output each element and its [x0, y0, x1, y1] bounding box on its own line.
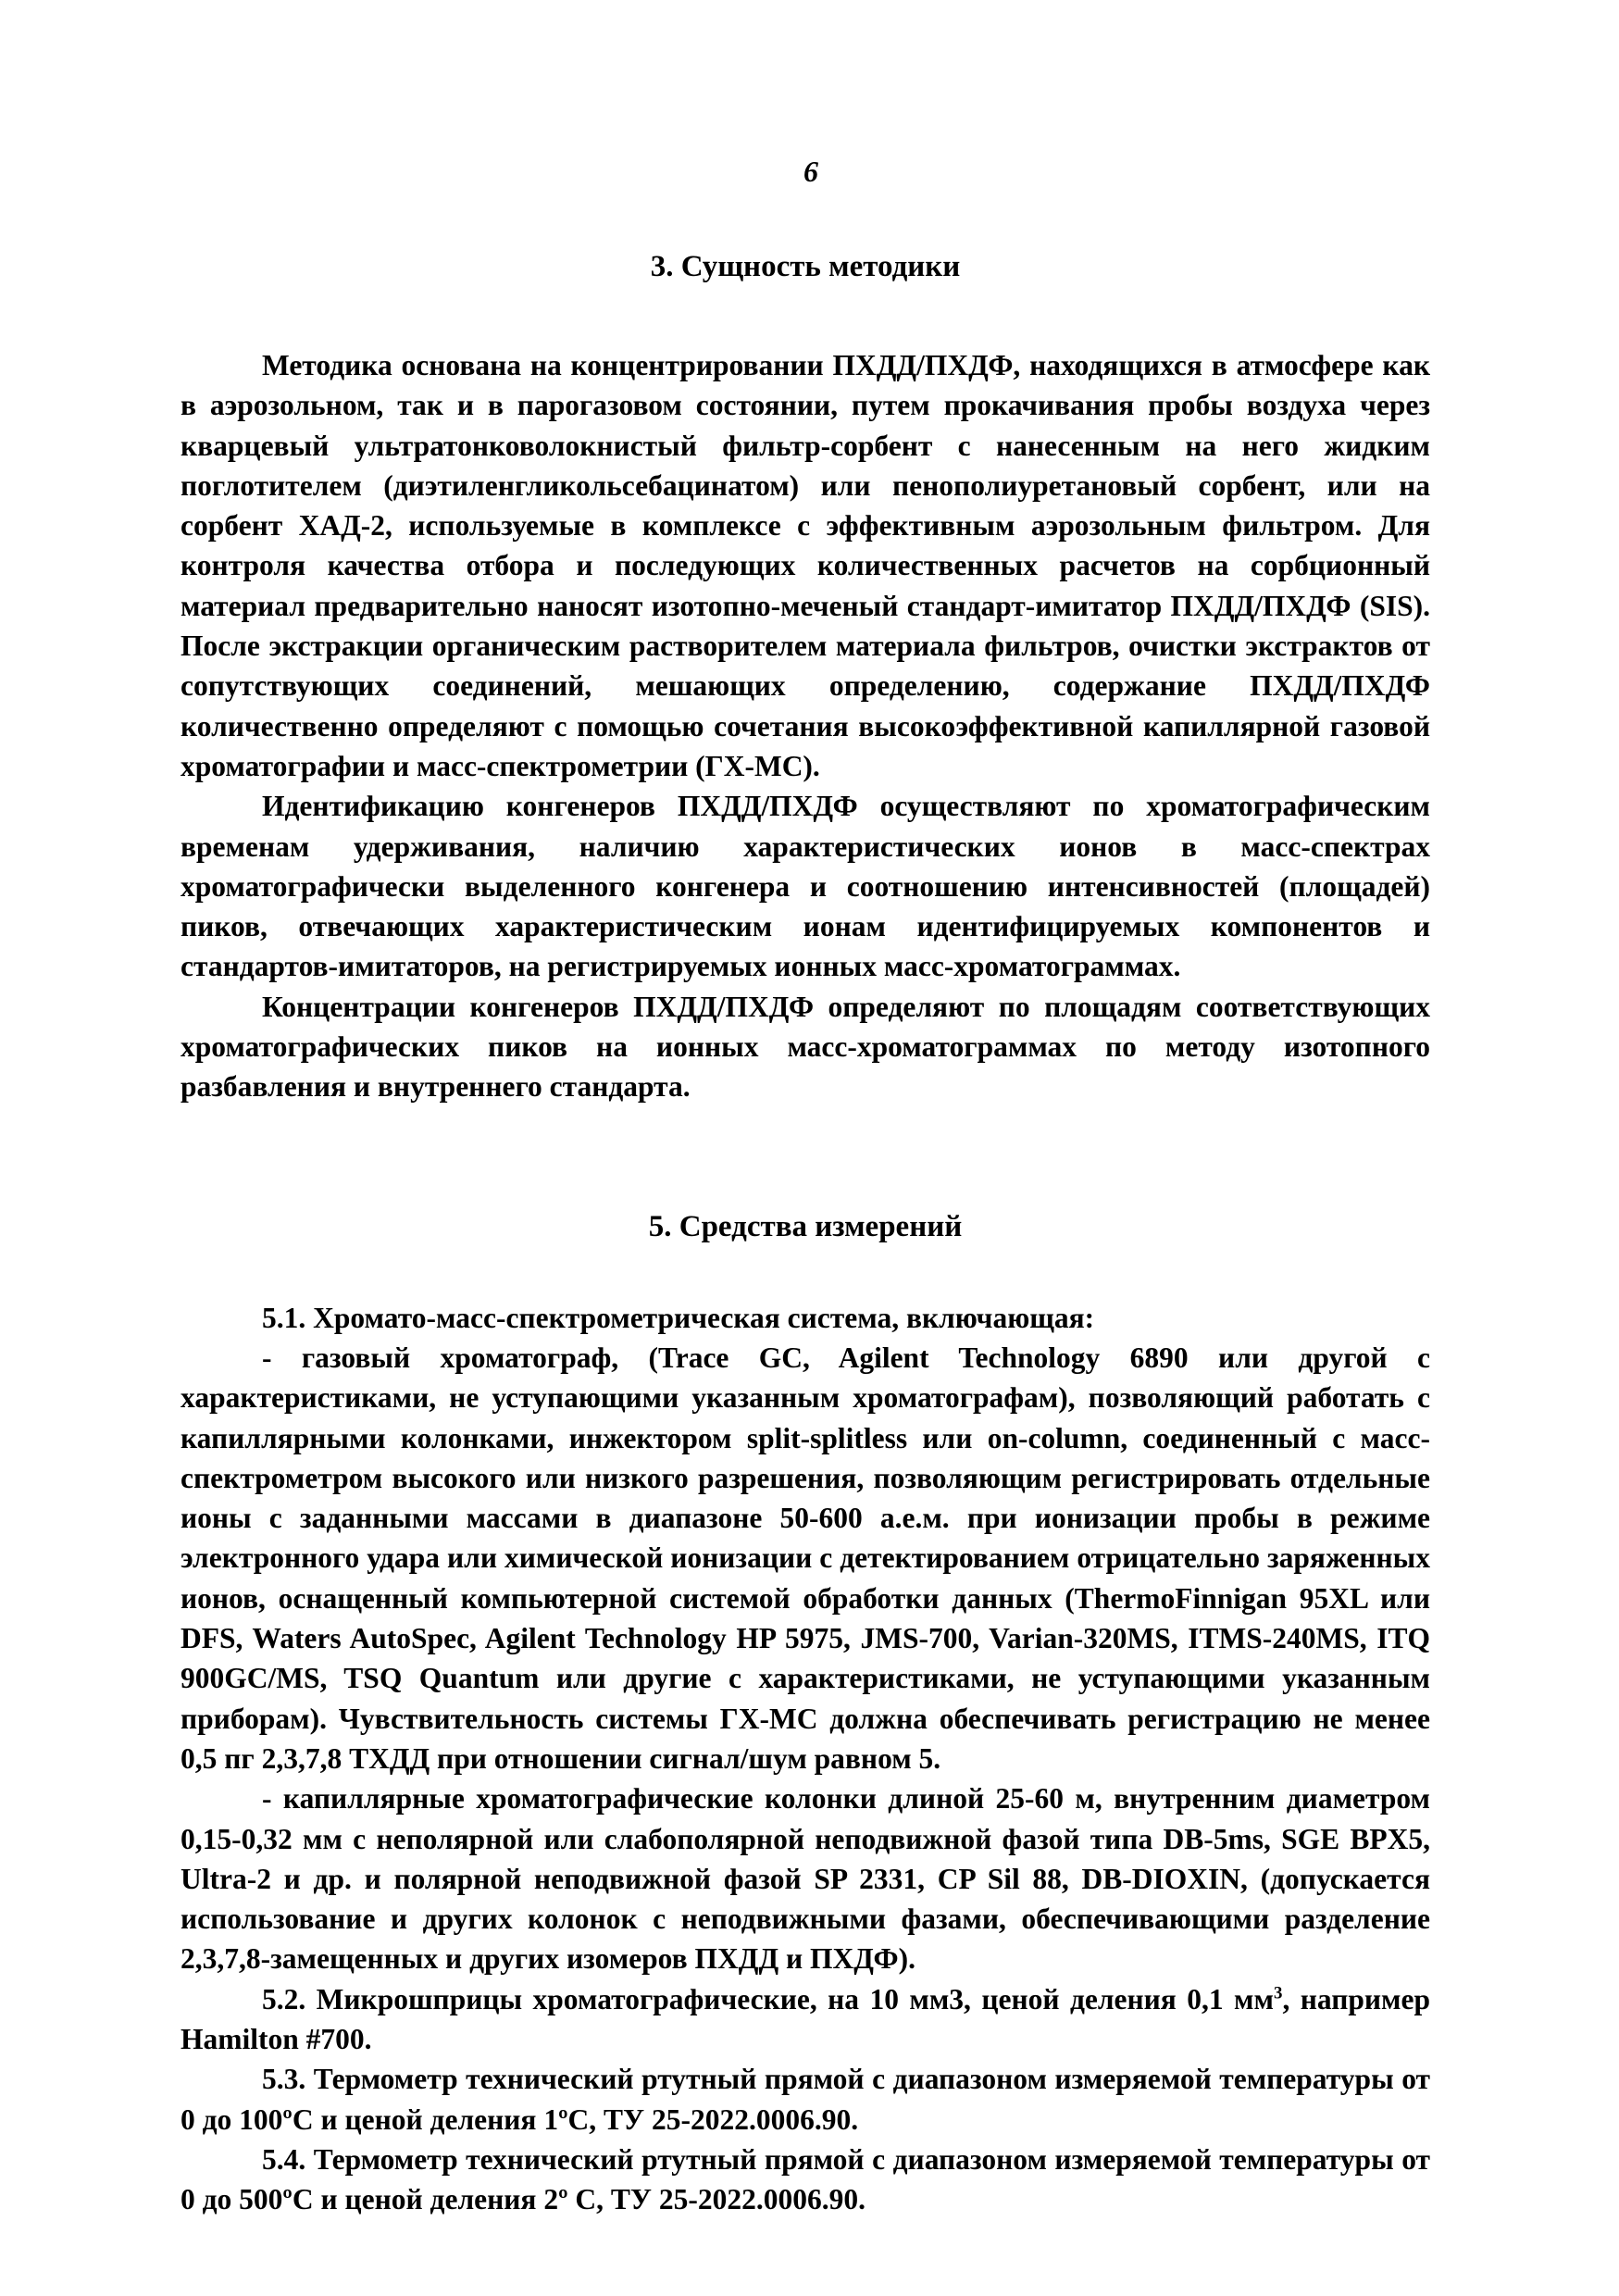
item-5-4-thermometer: 5.4. Термометр технический ртутный прямой с диапазоном измеряемой температуры от 0 до 500ºС и ценой деления 2º С, ТУ 25-2022.0006.90.: [181, 2142, 1430, 2216]
item-5-2-superscript: 3: [1273, 1983, 1283, 2003]
section-heading-essence: 3. Сущность методики: [650, 250, 961, 283]
section-measuring-instruments: [181, 1207, 1430, 2220]
item-5-1-intro: 5.1. Хромато-масс-спектрометрическая система, включающая:: [262, 1301, 1095, 1334]
section-essence: [181, 247, 1430, 1107]
item-5-1-capillary-columns: - капиллярные хроматографические колонки длиной 25-60 м, внутренним диаметром 0,15-0,32 мм с неполярной или слабополярной неподвижной фазой типа DB-5ms, SGE BPX5, Ultra-2 и др. и полярной неподвижной фазой SP 2331, CP Sil 88, DB-DIOXIN, (допускается использование и других колонок с неподвижными фазами, обеспечивающими разделение 2,3,7,8-замещенных и других изомеров ПХДД и ПХДФ).: [181, 1782, 1430, 1976]
paragraph-method-basis: Методика основана на концентрировании ПХДД/ПХДФ, находящихся в атмосфере как в аэрозольном, так и в парогазовом состоянии, путем прокачивания пробы воздуха через кварцевый ультратонковолокнистый фильтр-сорбент с нанесенным на него жидким поглотителем (диэтиленгликольсебацинатом) или пенополиуретановый сорбент, или на сорбент ХАД-2, используемые в комплексе с эффективным аэрозольным фильтром. Для контроля качества отбора и последующих количественных расчетов на сорбционный материал предварительно наносят изотопно-меченый стандарт-имитатор ПХДД/ПХДФ (SIS). После экстракции органическим растворителем материала фильтров, очистки экстрактов от сопутствующих соединений, мешающих определению, содержание ПХДД/ПХДФ количественно определяют с помощью сочетания высокоэффективной капиллярной газовой хроматографии и масс-спектрометрии (ГХ-МС).: [181, 349, 1430, 782]
item-5-2-main-text: 5.2. Микрошприцы хроматографические, на 10 мм3, ценой деления 0,1 мм: [262, 1982, 1274, 2015]
page-number: 6: [803, 155, 818, 188]
paragraph-identification: Идентификацию конгенеров ПХДД/ПХДФ осуществляют по хроматографическим временам удерживания, наличию характеристических ионов в масс-спектрах хроматографически выделенного конгенера и соотношению интенсивностей (площадей) пиков, отвечающих характеристическим ионам идентифицируемых компонентов и стандартов-имитаторов, на регистрируемых ионных масс-хроматограммах.: [181, 790, 1430, 983]
document-page: [181, 153, 1430, 2219]
item-5-3-thermometer: 5.3. Термометр технический ртутный прямой с диапазоном измеряемой температуры от 0 до 100ºС и ценой деления 1ºС, ТУ 25-2022.0006.90.: [181, 2063, 1430, 2136]
item-5-1-gas-chromatograph: - газовый хроматограф, (Trace GC, Agilent Technology 6890 или другой с характеристиками, не уступающими указанным хроматографам), позволяющий работать с капиллярными колонками, инжектором split-splitless или on-column, соединенный с масс-спектрометром высокого или низкого разрешения, позволяющим регистрировать отдельные ионы с заданными массами в диапазоне 50-600 а.е.м. при ионизации пробы в режиме электронного удара или химической ионизации с детектированием отрицательно заряженных ионов, оснащенный компьютерной системой обработки данных (ThermoFinnigan 95XL или DFS, Waters AutoSpec, Agilent Technology HP 5975, JMS-700, Varian-320MS, ITMS-240MS, ITQ 900GC/MS, TSQ Quantum или другие с характеристиками, не уступающими указанным приборам). Чувствительность системы ГХ-МС должна обеспечивать регистрацию не менее 0,5 пг 2,3,7,8 ТХДД при отношении сигнал/шум равном 5.: [181, 1341, 1430, 1775]
paragraph-concentrations: Концентрации конгенеров ПХДД/ПХДФ определяют по площадям соответствующих хроматографических пиков на ионных масс-хроматограммах по методу изотопного разбавления и внутреннего стандарта.: [181, 990, 1430, 1104]
section-heading-instruments: 5. Средства измерений: [648, 1209, 963, 1243]
item-5-2-microsyringes: [181, 1979, 1430, 2060]
item-5-2-tail-text: , например Hamilton #700.: [181, 1982, 1430, 2055]
